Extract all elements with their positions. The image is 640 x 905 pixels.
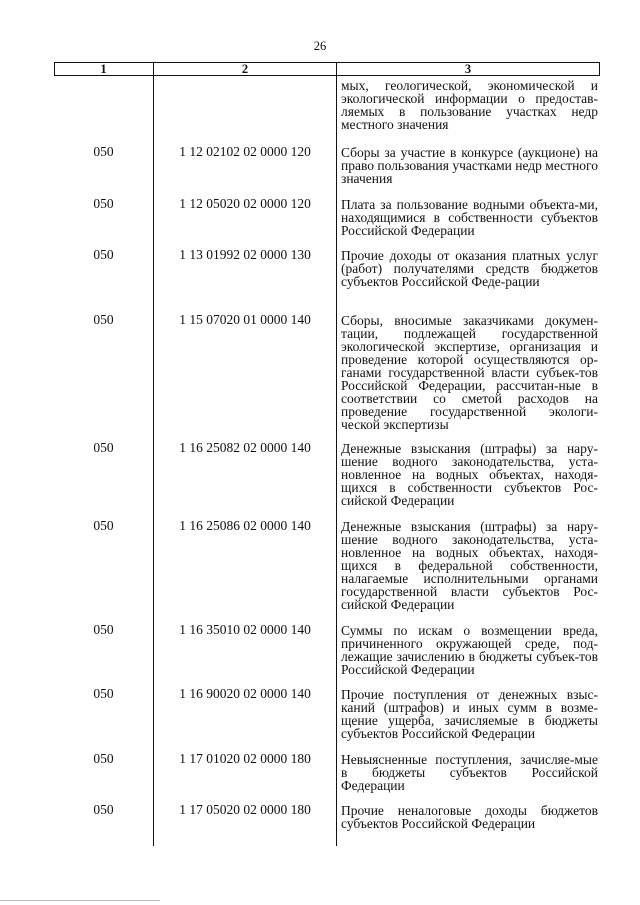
- row-budget-code: 1 12 02102 02 0000 120: [179, 144, 311, 159]
- row-admin-code: 050: [93, 622, 114, 637]
- revenue-codes-table: [54, 62, 600, 846]
- row-admin-code: 050: [93, 518, 114, 533]
- row-admin-code: 050: [93, 144, 114, 159]
- row-description: Суммы по искам о возмещении вреда, причиненного окружающей среде, под-лежащие зачислению в бюджеты субъек-тов Российской Федерации: [341, 623, 598, 677]
- row-description: Прочие доходы от оказания платных услуг (работ) получателями средств бюджетов субъектов Российской Феде-рации: [341, 248, 598, 289]
- column-header-1: 1: [100, 62, 107, 76]
- row-budget-code: 1 16 35010 02 0000 140: [179, 622, 311, 637]
- table-right-border: [599, 62, 600, 75]
- page-number: 26: [313, 39, 327, 53]
- row-budget-code: 1 13 01992 02 0000 130: [179, 247, 311, 262]
- row-description: Невыясненные поступления, зачисляе-мые в бюджеты субъектов Российской Федерации: [341, 752, 598, 793]
- row-description: Сборы за участие в конкурсе (аукционе) на право пользования участками недр местного значения: [341, 145, 598, 186]
- row-budget-code: 1 16 90020 02 0000 140: [179, 686, 311, 701]
- row-description: Плата за пользование водными объекта-ми, находящимися в собственности субъектов Российской Федерации: [341, 197, 598, 238]
- column-divider-2: [336, 62, 337, 846]
- row-budget-code: 1 15 07020 01 0000 140: [179, 312, 311, 327]
- row-budget-code: 1 12 05020 02 0000 120: [179, 196, 311, 211]
- row-description: Прочие неналоговые доходы бюджетов субъектов Российской Федерации: [341, 803, 598, 831]
- column-header-3: 3: [464, 62, 472, 76]
- row-budget-code: 1 17 01020 02 0000 180: [179, 751, 311, 766]
- row-admin-code: 050: [93, 312, 114, 327]
- row-admin-code: 050: [93, 751, 114, 766]
- row-description: Прочие поступления от денежных взыс-каний (штрафов) и иных сумм в возме-щение ущерба, зачисляемые в бюджеты субъектов Российской Федерации: [341, 687, 598, 741]
- row-description: мых, геологической, экономической и экологической информации о предостав-ляемых в пользование участках недр местного значения: [341, 78, 598, 132]
- row-admin-code: 050: [93, 196, 114, 211]
- row-admin-code: 050: [93, 802, 114, 817]
- row-budget-code: 1 17 05020 02 0000 180: [179, 802, 311, 817]
- row-description: Сборы, вносимые заказчиками докумен-тации, подлежащей государственной экологической экспертизе, организация и проведение которой осуществляются ор-ганами государственной власти субъек-тов Российской Федерации, рассчитан-ные в соответствии со сметой расходов на проведение государственной экологи-ческой экспертизы: [341, 313, 598, 432]
- scan-edge-line: [0, 900, 160, 901]
- row-budget-code: 1 16 25086 02 0000 140: [179, 518, 311, 533]
- row-admin-code: 050: [93, 247, 114, 262]
- row-description: Денежные взыскания (штрафы) за нару-шение водного законодательства, уста-новленное на водных объектах, находя-щихся в собственности субъектов Рос-сийской Федерации: [341, 441, 598, 508]
- column-header-2: 2: [241, 62, 249, 76]
- row-admin-code: 050: [93, 686, 114, 701]
- row-admin-code: 050: [93, 440, 114, 455]
- row-budget-code: 1 16 25082 02 0000 140: [179, 440, 311, 455]
- row-description: Денежные взыскания (штрафы) за нару-шение водного законодательства, уста-новленное на водных объектах, находя-щихся в федеральной собственности, налагаемые исполнительными органами государственной власти субъектов Рос-сийской Федерации: [341, 519, 598, 612]
